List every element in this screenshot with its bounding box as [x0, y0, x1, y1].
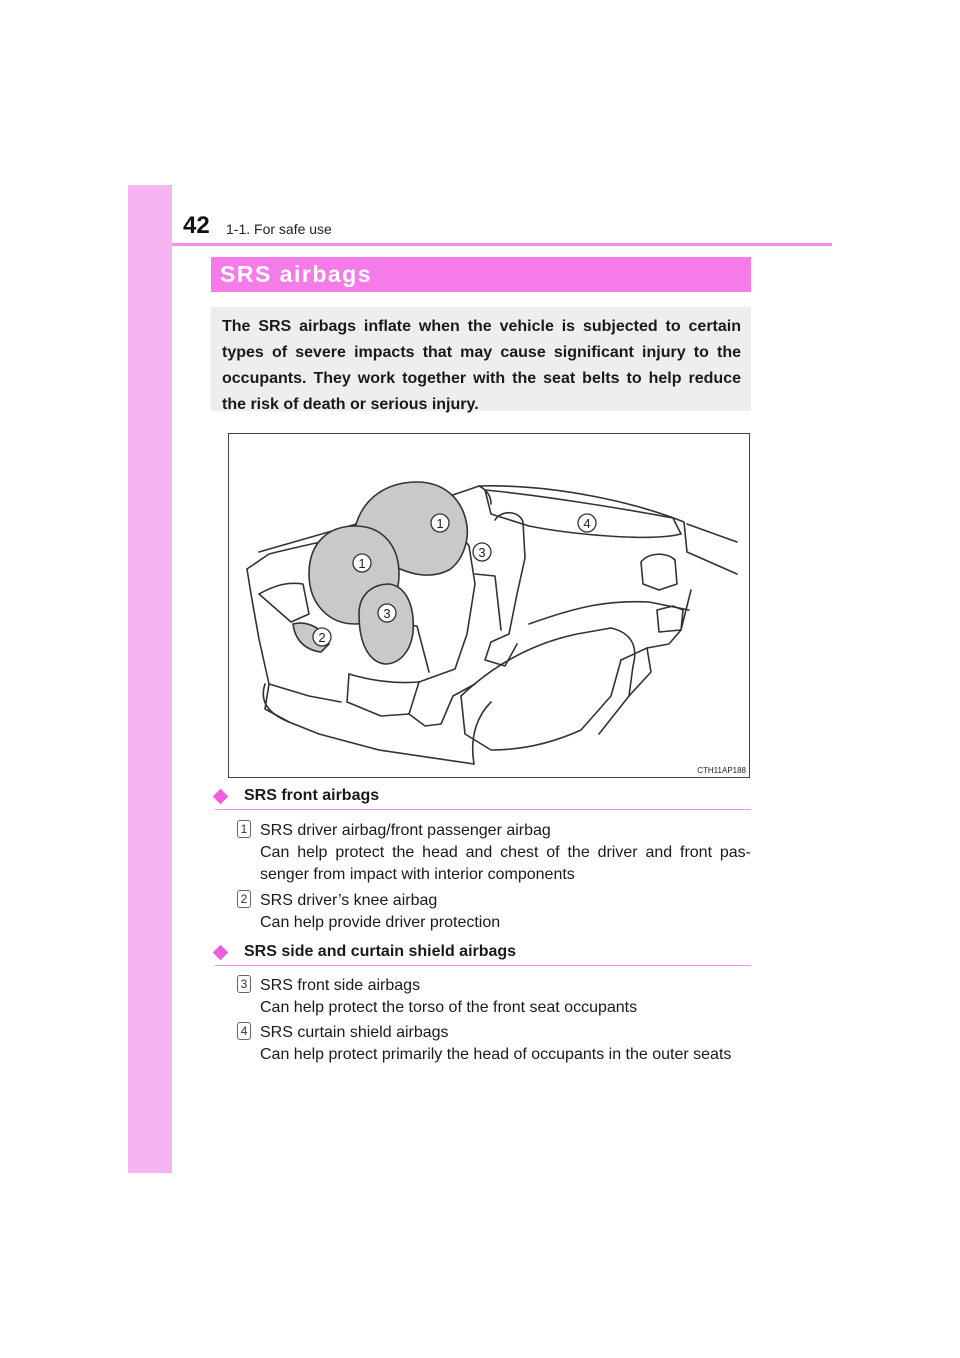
item-number-badge: 3	[237, 975, 251, 993]
section-reference: 1-1. For safe use	[226, 221, 332, 237]
header-divider	[172, 243, 832, 246]
item-description: Can help provide driver protection	[260, 914, 501, 931]
intro-summary: The SRS airbags inflate when the vehicle is subjected to certain types of severe impacts that may cause significant injury to the occupants. They work together with the seat belts to help reduce the risk of death or serious injury.	[211, 307, 751, 411]
figure-code: CTH11AP188	[697, 766, 746, 775]
callout-label: 1	[358, 556, 366, 571]
diamond-bullet-icon	[213, 945, 229, 961]
list-item	[237, 890, 751, 934]
item-title: SRS driver’s knee airbag	[260, 892, 438, 909]
car-interior-drawing	[229, 434, 749, 777]
page-number: 42	[183, 212, 210, 239]
item-title: SRS driver airbag/front passenger airbag	[260, 822, 551, 839]
diamond-bullet-icon	[213, 789, 229, 805]
item-description: Can help protect the torso of the front seat occupants	[260, 999, 638, 1016]
callout-label: 3	[383, 606, 391, 621]
list-item	[237, 820, 751, 886]
callout-label: 4	[583, 516, 591, 531]
subheading-front-airbags: SRS front airbags	[215, 787, 379, 805]
page-title: SRS airbags	[211, 257, 751, 292]
item-title: SRS front side airbags	[260, 977, 421, 994]
item-number-badge: 4	[237, 1022, 251, 1040]
list-item	[237, 1022, 751, 1066]
callout-label: 1	[436, 516, 444, 531]
callout-label: 2	[318, 630, 326, 645]
callout-label: 3	[478, 545, 486, 560]
subheading-divider	[215, 965, 751, 966]
item-description: Can help protect the head and chest of the driver and front pas-senger from impact with interior components	[260, 844, 751, 883]
chapter-tab-strip	[128, 185, 172, 1173]
list-item	[237, 975, 751, 1019]
subheading-divider	[215, 809, 751, 810]
item-number-badge: 1	[237, 820, 251, 838]
item-description: Can help protect primarily the head of occupants in the outer seats	[260, 1046, 732, 1063]
airbag-illustration	[228, 433, 750, 778]
side-airbag-driver	[359, 584, 413, 664]
item-number-badge: 2	[237, 890, 251, 908]
item-title: SRS curtain shield airbags	[260, 1024, 449, 1041]
subheading-side-curtain-airbags: SRS side and curtain shield airbags	[215, 943, 516, 961]
